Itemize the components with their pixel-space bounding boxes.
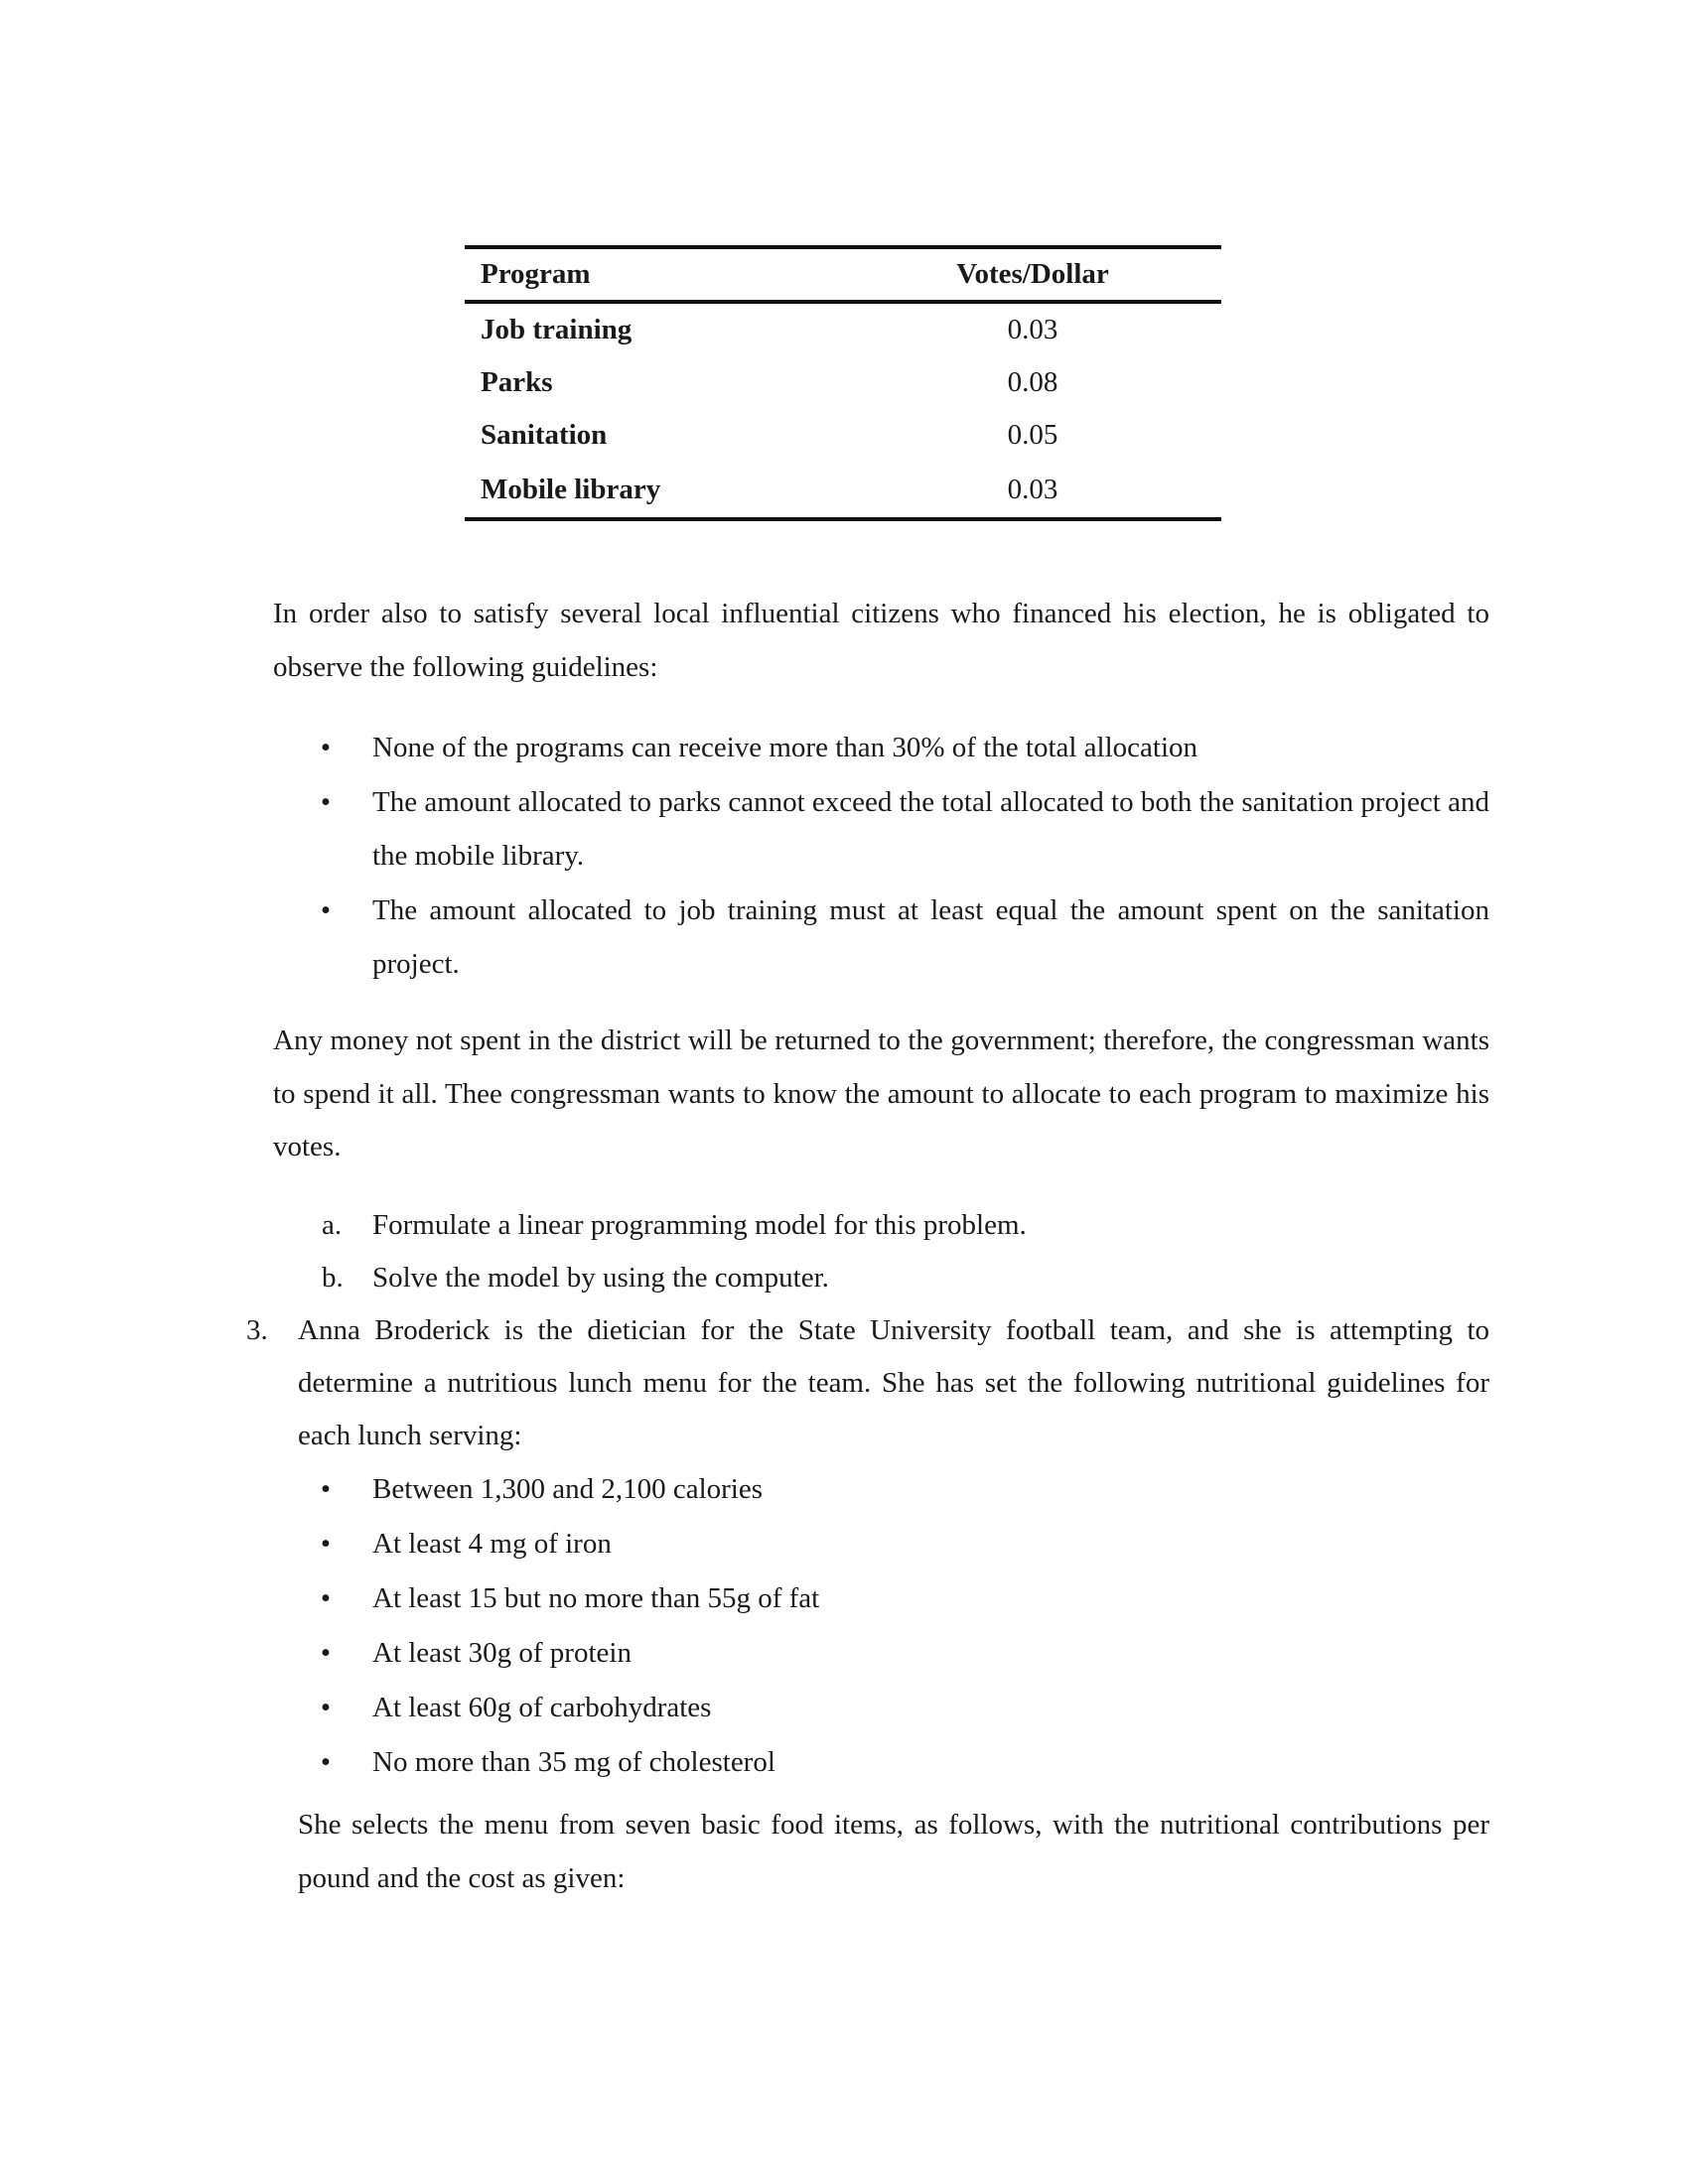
guidelines-list	[316, 721, 1489, 992]
votes-value-cell: 0.08	[1007, 366, 1058, 398]
bullet-icon: •	[320, 1692, 332, 1723]
list-item	[316, 1626, 1489, 1680]
bullet-icon: •	[320, 1528, 332, 1560]
question-3	[246, 1304, 1489, 1462]
program-cell: Sanitation	[481, 419, 608, 451]
list-item	[316, 884, 1489, 991]
votes-value-cell: 0.05	[1007, 419, 1058, 451]
question-text: Anna Broderick is the dietician for the State University football team, and she is attempting to determine a nutritious lunch menu for the team. She has set the following nutritional guidelines for each lunch serving:	[298, 1314, 1489, 1451]
list-item-text: At least 30g of protein	[372, 1637, 632, 1669]
question-number: 3.	[246, 1314, 268, 1346]
list-item	[316, 1735, 1489, 1789]
part-text: Solve the model by using the computer.	[372, 1262, 829, 1294]
program-cell: Job training	[481, 314, 633, 345]
task-parts-list	[316, 1199, 1489, 1304]
votes-value-cell: 0.03	[1007, 314, 1058, 345]
list-item-text: Between 1,300 and 2,100 calories	[372, 1473, 764, 1505]
food-items-paragraph: She selects the menu from seven basic food items, as follows, with the nutritional contributions per pound and the cost as given:	[298, 1809, 1489, 1894]
list-item-text: At least 60g of carbohydrates	[372, 1692, 712, 1723]
list-item-text: No more than 35 mg of cholesterol	[372, 1746, 775, 1778]
part-text: Formulate a linear programming model for this problem.	[372, 1209, 1027, 1241]
list-item-text: None of the programs can receive more than 30% of the total allocation	[372, 732, 1198, 763]
program-cell: Parks	[481, 366, 553, 398]
votes-per-dollar-table	[465, 245, 1221, 521]
list-item	[316, 1571, 1489, 1625]
list-item-text: At least 4 mg of iron	[372, 1528, 612, 1560]
bullet-icon: •	[320, 786, 332, 818]
votes-value-cell: 0.03	[844, 462, 1221, 519]
list-item	[316, 1681, 1489, 1734]
list-item	[316, 721, 1489, 774]
program-column-header: Program	[465, 247, 844, 302]
votes-per-dollar-column-header: Votes/Dollar	[844, 247, 1221, 302]
guidelines-intro-paragraph: In order also to satisfy several local influential citizens who financed his election, he is obligated to observe the following guidelines:	[273, 598, 1489, 683]
table-header-row	[465, 247, 1221, 302]
list-item	[316, 775, 1489, 883]
list-item-text: At least 15 but no more than 55g of fat	[372, 1582, 820, 1614]
list-item	[316, 1199, 1489, 1252]
table-row	[465, 462, 1221, 519]
list-item	[316, 1517, 1489, 1570]
table-row	[465, 302, 1221, 356]
part-label: b.	[322, 1262, 344, 1294]
part-label: a.	[322, 1209, 343, 1241]
bullet-icon: •	[320, 732, 332, 763]
bullet-icon: •	[320, 1473, 332, 1505]
bullet-icon: •	[320, 894, 332, 926]
list-item	[316, 1252, 1489, 1304]
list-item	[316, 1462, 1489, 1516]
bullet-icon: •	[320, 1637, 332, 1669]
program-cell: Mobile library	[465, 462, 844, 519]
list-item-text: The amount allocated to job training must at least equal the amount spent on the sanitation project.	[372, 894, 1489, 980]
bullet-icon: •	[320, 1582, 332, 1614]
spending-paragraph: Any money not spent in the district will be returned to the government; therefore, the congressman wants to spend it all. Thee congressman wants to know the amount to allocate to each program to maximize his votes.	[273, 1024, 1489, 1162]
table-row	[465, 409, 1221, 462]
nutrition-guidelines-list	[316, 1462, 1489, 1790]
table-row	[465, 356, 1221, 409]
bullet-icon: •	[320, 1746, 332, 1778]
list-item-text: The amount allocated to parks cannot exceed the total allocated to both the sanitation project and the mobile library.	[372, 786, 1489, 872]
